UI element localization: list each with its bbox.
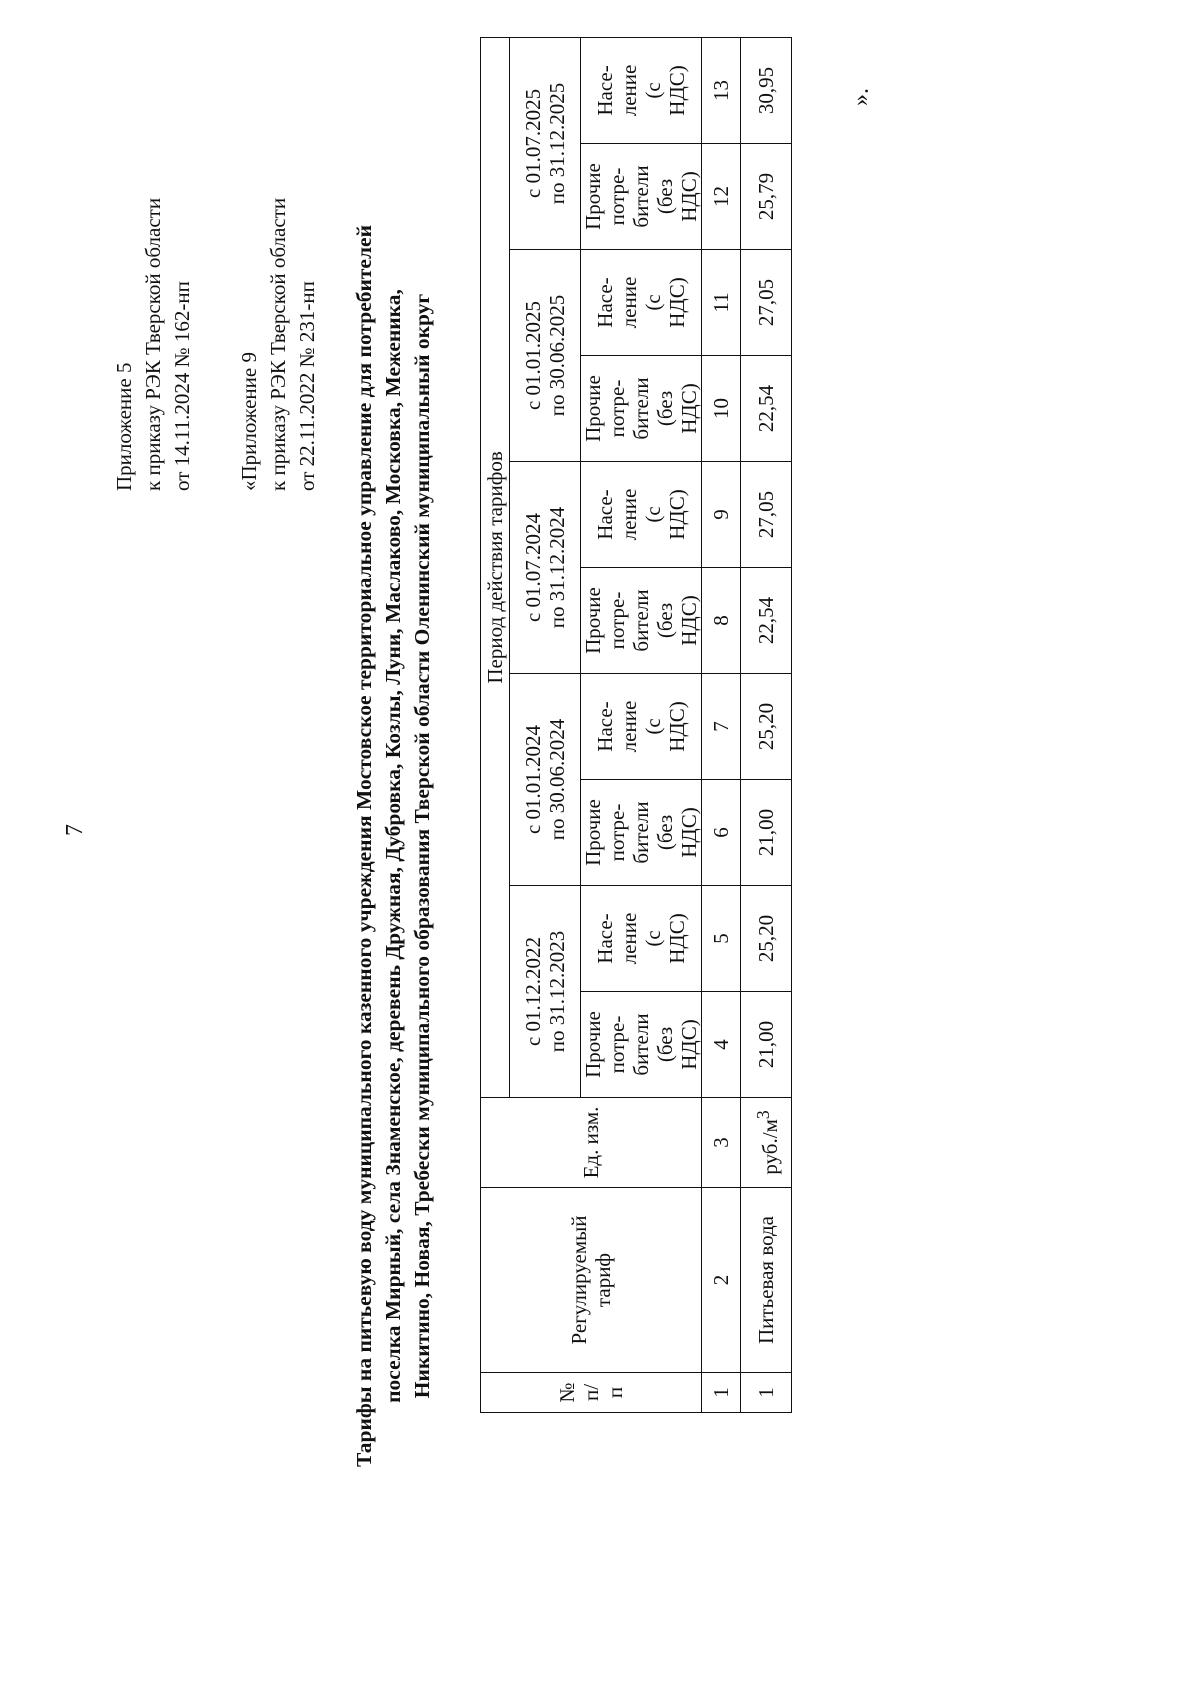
header-cell-unit: Ед. изм.: [481, 1098, 702, 1188]
appendix-5-header: [110, 198, 197, 491]
tariff-value-cell: 22,54: [741, 356, 792, 462]
appendix-9-line: к приказу РЭК Тверской области: [266, 197, 290, 491]
column-number-cell: 3: [702, 1098, 741, 1188]
tariff-value-cell: 25,20: [741, 886, 792, 992]
consumer-population-cell: [581, 250, 702, 356]
consumer-label-line: Прочие: [581, 587, 605, 654]
consumer-label-line: Прочие: [581, 375, 605, 442]
column-number-cell: 9: [702, 462, 741, 568]
document-title: [350, 146, 437, 1546]
consumer-label-line: НДС): [665, 65, 689, 116]
appendix-9-header: [235, 198, 322, 491]
column-number-cell: 10: [702, 356, 741, 462]
consumer-label-line: ление: [617, 276, 641, 329]
consumer-label-line: Насе-: [593, 913, 617, 964]
consumer-label-line: Прочие: [581, 1011, 605, 1078]
column-number-cell: 12: [702, 144, 741, 250]
header-cell-period: Период действия тарифов: [481, 37, 510, 1097]
consumer-population-cell: [581, 462, 702, 568]
consumer-label-line: (с: [641, 506, 665, 523]
column-number-cell: 7: [702, 674, 741, 780]
closing-quote: ».: [848, 88, 874, 106]
consumer-other-cell: [581, 356, 702, 462]
appendix-5-line: к приказу РЭК Тверской области: [141, 197, 165, 491]
period-cell: с 01.07.2025 по 31.12.2025: [510, 37, 581, 249]
title-line: Никитино, Новая, Требески муниципального образования Тверской области Оленинский муниципальный округ: [410, 293, 434, 1399]
consumer-label-line: Прочие: [581, 799, 605, 866]
consumer-label-line: (без: [653, 602, 677, 639]
consumer-label-line: бители: [629, 165, 653, 228]
column-number-cell: 13: [702, 37, 741, 143]
tariff-value-cell: 27,05: [741, 250, 792, 356]
consumer-label-line: НДС): [665, 701, 689, 752]
consumer-label-line: (с: [641, 930, 665, 947]
consumer-label-line: бители: [629, 801, 653, 864]
tariff-table: [480, 37, 792, 1413]
consumer-label-line: НДС): [677, 383, 701, 434]
consumer-population-cell: [581, 886, 702, 992]
table-header-row: [481, 37, 510, 1412]
tariff-value-cell: 21,00: [741, 780, 792, 886]
consumer-label-line: Насе-: [593, 277, 617, 328]
consumer-label-line: ление: [617, 912, 641, 965]
column-number-cell: 5: [702, 886, 741, 992]
period-cell: с 01.01.2024 по 30.06.2024: [510, 674, 581, 886]
column-number-row: [702, 37, 741, 1412]
consumer-other-cell: [581, 568, 702, 674]
column-number-cell: 8: [702, 568, 741, 674]
tariff-value-cell: 25,79: [741, 144, 792, 250]
consumer-label-line: Насе-: [593, 489, 617, 540]
consumer-label-line: потре-: [605, 591, 629, 650]
appendix-9-line: от 22.11.2022 № 231-нп: [295, 281, 319, 491]
consumer-label-line: ление: [617, 700, 641, 753]
consumer-label-line: Прочие: [581, 163, 605, 230]
consumer-label-line: НДС): [665, 913, 689, 964]
consumer-population-cell: [581, 674, 702, 780]
consumer-label-line: (с: [641, 82, 665, 99]
consumer-label-line: бители: [629, 377, 653, 440]
page-number: 7: [62, 824, 88, 836]
consumer-other-cell: [581, 992, 702, 1098]
column-number-cell: 4: [702, 992, 741, 1098]
tariff-value-cell: 22,54: [741, 568, 792, 674]
consumer-label-line: потре-: [605, 379, 629, 438]
consumer-other-cell: [581, 780, 702, 886]
period-cell: с 01.07.2024 по 31.12.2024: [510, 462, 581, 674]
tariff-value-cell: 27,05: [741, 462, 792, 568]
consumer-population-cell: [581, 37, 702, 143]
consumer-label-line: НДС): [677, 807, 701, 858]
column-number-cell: 6: [702, 780, 741, 886]
tariff-value-cell: 21,00: [741, 992, 792, 1098]
period-cell: с 01.12.2022 по 31.12.2023: [510, 886, 581, 1098]
appendix-5-line: от 14.11.2024 № 162-нп: [170, 281, 194, 491]
consumer-label-line: ление: [617, 488, 641, 541]
tariff-value-cell: 30,95: [741, 37, 792, 143]
column-number-cell: 11: [702, 250, 741, 356]
column-number-cell: 1: [702, 1373, 741, 1413]
period-cell: с 01.01.2025 по 30.06.2025: [510, 250, 581, 462]
consumer-label-line: (без: [653, 1026, 677, 1063]
header-cell-tariff: Регулируемый тариф: [481, 1188, 702, 1373]
consumer-label-line: Насе-: [593, 65, 617, 116]
consumer-label-line: (без: [653, 390, 677, 427]
consumer-label-line: НДС): [665, 277, 689, 328]
tariff-value-cell: 25,20: [741, 674, 792, 780]
table-row: [741, 37, 792, 1412]
row-unit-cell: $руб./м^3$: [741, 1098, 792, 1188]
consumer-label-line: (с: [641, 294, 665, 311]
consumer-label-line: (без: [653, 814, 677, 851]
consumer-label-line: (без: [653, 178, 677, 215]
consumer-label-line: Насе-: [593, 701, 617, 752]
consumer-label-line: НДС): [677, 595, 701, 646]
appendix-9-line: «Приложение 9: [237, 352, 261, 491]
row-tariff-cell: Питьевая вода: [741, 1188, 792, 1373]
consumer-label-line: НДС): [677, 171, 701, 222]
appendix-5-line: Приложение 5: [112, 362, 136, 491]
title-line: поселка Мирный, села Знаменское, деревень Дружная, Дубровка, Козлы, Луни, Маслаково, Московка, Меженика,: [381, 289, 405, 1403]
consumer-label-line: потре-: [605, 803, 629, 862]
header-cell-number: № п/ п: [481, 1373, 702, 1413]
consumer-label-line: бители: [629, 589, 653, 652]
row-number-cell: 1: [741, 1373, 792, 1413]
title-line: Тарифы на питьевую воду муниципального казенного учреждения Мостовское территориальное управление для потребителей: [352, 225, 376, 1467]
consumer-label-line: потре-: [605, 1015, 629, 1074]
consumer-label-line: НДС): [665, 489, 689, 540]
consumer-label-line: ление: [617, 64, 641, 117]
consumer-label-line: бители: [629, 1013, 653, 1076]
consumer-label-line: потре-: [605, 167, 629, 226]
consumer-other-cell: [581, 144, 702, 250]
column-number-cell: 2: [702, 1188, 741, 1373]
consumer-label-line: НДС): [677, 1019, 701, 1070]
consumer-label-line: (с: [641, 718, 665, 735]
